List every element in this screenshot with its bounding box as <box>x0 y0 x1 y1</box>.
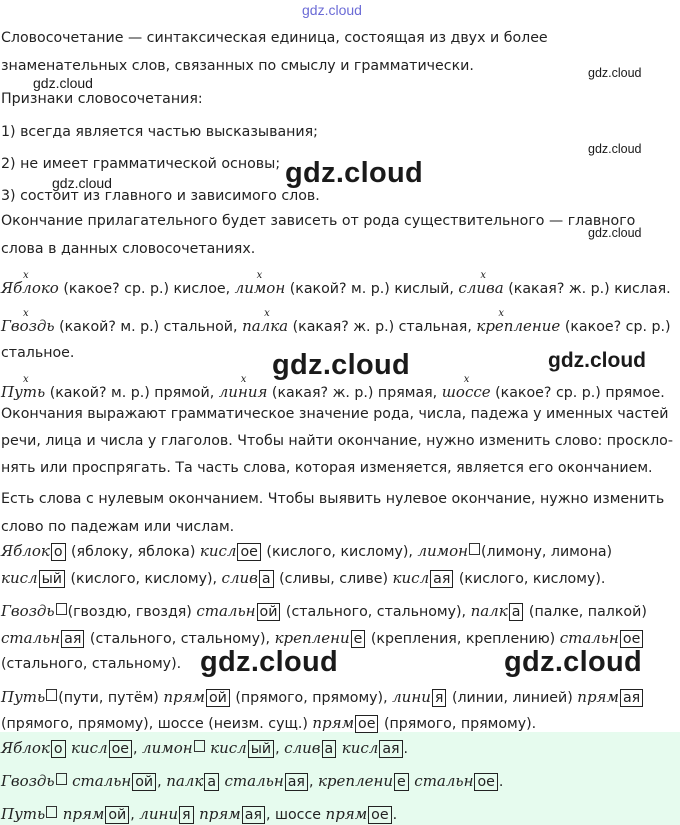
text-line: Признаки словосочетания: <box>1 91 203 107</box>
zero-ending-box <box>194 740 205 752</box>
ending-box: ой <box>257 603 281 621</box>
ending-box: о <box>51 740 66 758</box>
zero-ending-box <box>46 689 57 701</box>
zero-ending-box <box>56 603 67 615</box>
text-line: слова в данных словосочетаниях. <box>1 241 256 257</box>
ending-box: ое <box>109 740 132 758</box>
ending-box: ая <box>242 806 265 824</box>
noun: Гвоздь <box>1 317 55 335</box>
text-line: (стального, стальному). <box>1 656 182 672</box>
noun: лимон <box>234 279 286 297</box>
ending-box: ый <box>248 740 274 758</box>
ending-box: е <box>394 773 409 791</box>
text-line: Есть слова с нулевым окончанием. Чтобы выявить нулевое окончание, нужно изменить <box>1 491 665 507</box>
text-line: стальное. <box>1 345 75 361</box>
stress-mark: x <box>264 308 270 319</box>
analysis-line: (прямого, прямому), шоссе (неизм. сущ.) прям ое (прямого, прямому). <box>1 714 537 732</box>
stress-mark: x <box>240 374 247 385</box>
noun: Яблоко <box>1 279 59 297</box>
ending-box: я <box>432 689 447 707</box>
text-line: 2) не имеет грамматической основы; <box>1 156 281 172</box>
ending-box: ой <box>132 773 156 791</box>
ending-box: ая <box>430 570 453 588</box>
ending-box: ое <box>237 543 260 561</box>
stress-mark: x <box>23 374 29 385</box>
ending-box: ая <box>285 773 308 791</box>
text-line: знаменательных слов, связанных по смыслу и грамматически. <box>1 58 474 74</box>
watermark: gdz.cloud <box>285 157 424 189</box>
answer-line: Путь прям ой , лини я прям ая , шоссе прям ое . <box>1 805 398 823</box>
noun: палка <box>242 317 289 335</box>
ending-box: а <box>322 740 337 758</box>
ending-box: ой <box>105 806 129 824</box>
ending-box: ый <box>39 570 65 588</box>
noun: слива <box>458 279 504 297</box>
watermark: gdz.cloud <box>588 142 642 156</box>
stress-mark: x <box>463 374 470 385</box>
ending-box: ой <box>206 689 230 707</box>
ending-box: ая <box>61 630 84 648</box>
ending-box: а <box>509 603 524 621</box>
example-line: Яблоко x (какое? ср. р.) кислое, лимон x (какой? м. р.) кислый, слива x (какая? ж. р.) кислая. <box>1 279 671 298</box>
stress-mark: x <box>23 270 29 281</box>
analysis-line: стальн ая (стального, стальному), креплени е (крепления, креплению) стальн ое <box>1 629 644 648</box>
watermark: gdz.cloud <box>588 66 642 80</box>
answer-line: Гвоздь стальн ой , палк а стальн ая , креплени е стальн ое . <box>1 772 504 790</box>
analysis-line: кисл ый (кислого, кислому), слив а (сливы, сливе) кисл ая (кислого, кислому). <box>1 569 606 587</box>
ending-box: е <box>351 630 366 648</box>
analysis-line: Гвоздь (гвоздю, гвоздя) стальн ой (стального, стальному), палк а (палке, палкой) <box>1 602 647 620</box>
stress-mark: x <box>23 308 29 319</box>
watermark: gdz.cloud <box>302 2 362 18</box>
watermark: gdz.cloud <box>504 646 643 678</box>
zero-ending-box <box>56 773 67 785</box>
watermark: gdz.cloud <box>548 349 646 372</box>
answer-line: Яблок о кисл ое , лимон кисл ый , слив а кисл ая . <box>1 739 409 757</box>
text-line: нять или проспрягать. Та часть слова, которая изменяется, является его окончанием. <box>1 460 653 476</box>
analysis-line: Яблок о (яблоку, яблока) кисл ое (кислого, кислому), лимон (лимону, лимона) <box>1 542 613 560</box>
analysis-line: Путь (пути, путём) прям ой (прямого, прямому), лини я (линии, линией) прям ая <box>1 688 644 707</box>
noun: крепление <box>476 317 561 335</box>
text-line: 3) состоит из главного и зависимого слов. <box>1 188 320 204</box>
watermark: gdz.cloud <box>33 75 93 91</box>
noun: Путь <box>1 383 46 401</box>
ending-box: а <box>204 773 219 791</box>
watermark: gdz.cloud <box>588 226 642 240</box>
noun: шоссе <box>441 383 491 401</box>
zero-ending-box <box>469 543 480 555</box>
zero-ending-box <box>46 806 57 818</box>
text-line: 1) всегда является частью высказывания; <box>1 124 318 140</box>
stress-mark: x <box>498 308 504 319</box>
noun: линия <box>218 383 268 401</box>
text-line: речи, лица и числа у глаголов. Чтобы найти окончание, нужно изменить слово: проскло- <box>1 433 673 449</box>
text-line: слово по падежам или числам. <box>1 519 235 535</box>
stress-mark: x <box>480 270 487 281</box>
example-line: Путь x (какой? м. р.) прямой, линия x (какая? ж. р.) прямая, шоссе x (какое? ср. р.) прямое. <box>1 383 665 402</box>
example-line: Гвоздь x (какой? м. р.) стальной, палка x (какая? ж. р.) стальная, крепление x (какое? ср. р.) <box>1 317 671 336</box>
ending-box: а <box>259 570 274 588</box>
text-line: Окончание прилагательного будет зависеть от рода существительного — главного <box>1 213 636 229</box>
watermark: gdz.cloud <box>200 646 339 678</box>
ending-box: ое <box>474 773 497 791</box>
text-line: Окончания выражают грамматическое значение рода, числа, падежа у именных частей <box>1 406 669 422</box>
ending-box: я <box>179 806 194 824</box>
ending-box: о <box>51 543 66 561</box>
ending-box: ая <box>379 740 402 758</box>
ending-box: ое <box>368 806 391 824</box>
ending-box: ое <box>620 630 643 648</box>
stress-mark: x <box>256 270 263 281</box>
ending-box: ая <box>620 689 643 707</box>
ending-box: ое <box>355 715 378 733</box>
watermark: gdz.cloud <box>52 175 112 191</box>
text-line: Словосочетание — синтаксическая единица, состоящая из двух и более <box>1 30 548 46</box>
watermark: gdz.cloud <box>272 349 411 381</box>
